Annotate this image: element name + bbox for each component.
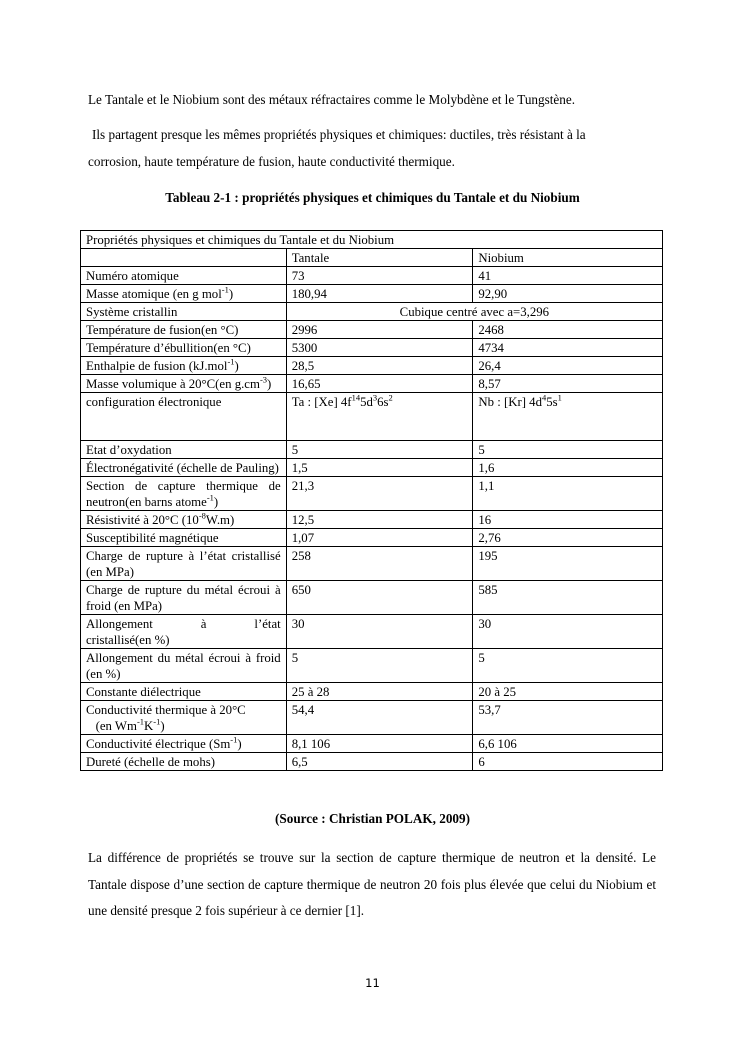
table-row [81, 683, 663, 701]
intro-paragraph-2-line-2: corrosion, haute température de fusion, haute conductivité thermique. [88, 154, 455, 169]
row-label: Susceptibilité magnétique [81, 529, 287, 547]
intro-paragraph-2-line-1: Ils partagent presque les mêmes propriétés physiques et chimiques: ductiles, très résistant à la [92, 127, 586, 142]
niobium-value: 8,57 [473, 375, 663, 393]
niobium-value: 41 [473, 267, 663, 285]
header-empty-cell [81, 249, 287, 267]
intro-paragraph-1: Le Tantale et le Niobium sont des métaux réfractaires comme le Molybdène et le Tungstène. [88, 92, 575, 107]
tantale-value: 73 [286, 267, 473, 285]
tantale-value: 2996 [286, 321, 473, 339]
niobium-value: 2,76 [473, 529, 663, 547]
table-row [81, 459, 663, 477]
table-row [81, 547, 663, 581]
niobium-value: Nb : [Kr] $4d^45s^1$ [473, 393, 663, 441]
shared-value: Cubique centré avec a=3,296 [286, 303, 662, 321]
tantale-value: 21,3 [286, 477, 473, 511]
tantale-value: 5 [286, 441, 473, 459]
niobium-value: 1,6 [473, 459, 663, 477]
table-title-row [81, 231, 663, 249]
tantale-value: 12,5 [286, 511, 473, 529]
tantale-value: Ta : [Xe] $4f^{14}5d^36s^2$ [286, 393, 473, 441]
row-label: configuration électronique [81, 393, 287, 441]
page-number: 11 [365, 976, 380, 990]
row-label: Constante diélectrique [81, 683, 287, 701]
tantale-value: 30 [286, 615, 473, 649]
row-label: Température de fusion(en °C) [81, 321, 287, 339]
niobium-value: 5 [473, 649, 663, 683]
row-label: Masse atomique (en g mol$^{-1}$) [81, 285, 287, 303]
row-label: Section de capture thermique de neutron(en barns atome$^{-1}$) [81, 477, 287, 511]
niobium-value: 6 [473, 753, 663, 771]
table-row [81, 267, 663, 285]
conclusion-paragraph: La différence de propriétés se trouve sur la section de capture thermique de neutron et la densité. Le Tantale dispose d’une section de capture thermique de neutron 20 fois plus élevée que celui du Niobium et une densité presque 2 fois supérieur à ce dernier [1]. [88, 850, 656, 918]
table-row [81, 529, 663, 547]
row-label: Enthalpie de fusion (kJ.mol$^{-1}$) [81, 357, 287, 375]
niobium-value: 2468 [473, 321, 663, 339]
tantale-value: 54,4 [286, 701, 473, 735]
table-row [81, 441, 663, 459]
row-label: Charge de rupture à l’état cristallisé (en MPa) [81, 547, 287, 581]
row-label: Etat d’oxydation [81, 441, 287, 459]
tantale-value: 1,5 [286, 459, 473, 477]
table-row [81, 581, 663, 615]
tantale-value: 28,5 [286, 357, 473, 375]
tantale-value: 180,94 [286, 285, 473, 303]
niobium-value: 6,6 106 [473, 735, 663, 753]
tantale-value: 1,07 [286, 529, 473, 547]
table-source: (Source : Christian POLAK, 2009) [275, 811, 470, 826]
niobium-value: 92,90 [473, 285, 663, 303]
row-label: Charge de rupture du métal écroui à froid (en MPa) [81, 581, 287, 615]
niobium-value: 4734 [473, 339, 663, 357]
properties-table [80, 230, 663, 771]
table-row [81, 753, 663, 771]
tantale-value: 16,65 [286, 375, 473, 393]
niobium-value: 26,4 [473, 357, 663, 375]
table-row [81, 375, 663, 393]
table-row [81, 735, 663, 753]
row-label: Résistivité à 20°C $(10^{-8}W.m)$ [81, 511, 287, 529]
niobium-value: 585 [473, 581, 663, 615]
table-row [81, 649, 663, 683]
tantale-value: 25 à 28 [286, 683, 473, 701]
tantale-value: 650 [286, 581, 473, 615]
tantale-value: 5300 [286, 339, 473, 357]
table-header-row [81, 249, 663, 267]
niobium-value: 1,1 [473, 477, 663, 511]
row-label: Conductivité électrique $(Sm^{-1})$ [81, 735, 287, 753]
tantale-value: 6,5 [286, 753, 473, 771]
row-label: Température d’ébullition(en °C) [81, 339, 287, 357]
row-label: Électronégativité (échelle de Pauling) [81, 459, 287, 477]
row-label: Allongement du métal écroui à froid (en %) [81, 649, 287, 683]
tantale-value: 8,1 106 [286, 735, 473, 753]
table-row [81, 357, 663, 375]
niobium-value: 16 [473, 511, 663, 529]
header-niobium: Niobium [473, 249, 663, 267]
tantale-value: 5 [286, 649, 473, 683]
tantale-value: 258 [286, 547, 473, 581]
table-row [81, 511, 663, 529]
table-row [81, 321, 663, 339]
niobium-value: 20 à 25 [473, 683, 663, 701]
row-label: Conductivité thermique à 20°C (en $Wm^{-1}K^{-1}$) [81, 701, 287, 735]
table-caption: Tableau 2-1 : propriétés physiques et chimiques du Tantale et du Niobium [165, 190, 580, 205]
niobium-value: 5 [473, 441, 663, 459]
table-row [81, 339, 663, 357]
niobium-value: 30 [473, 615, 663, 649]
niobium-value: 53,7 [473, 701, 663, 735]
row-label: Numéro atomique [81, 267, 287, 285]
table-title: Propriétés physiques et chimiques du Tantale et du Niobium [81, 231, 663, 249]
table-row [81, 393, 663, 441]
table-row [81, 303, 663, 321]
intro-paragraph-2 [88, 121, 658, 175]
table-row [81, 615, 663, 649]
row-label: Système cristallin [81, 303, 287, 321]
table-row [81, 477, 663, 511]
header-tantale: Tantale [286, 249, 473, 267]
niobium-value: 195 [473, 547, 663, 581]
table-row [81, 701, 663, 735]
table-row [81, 285, 663, 303]
row-label: Masse volumique à 20°C(en $g.cm^{-3}$) [81, 375, 287, 393]
row-label: Allongement à l’état cristallisé(en %) [81, 615, 287, 649]
row-label: Dureté (échelle de mohs) [81, 753, 287, 771]
